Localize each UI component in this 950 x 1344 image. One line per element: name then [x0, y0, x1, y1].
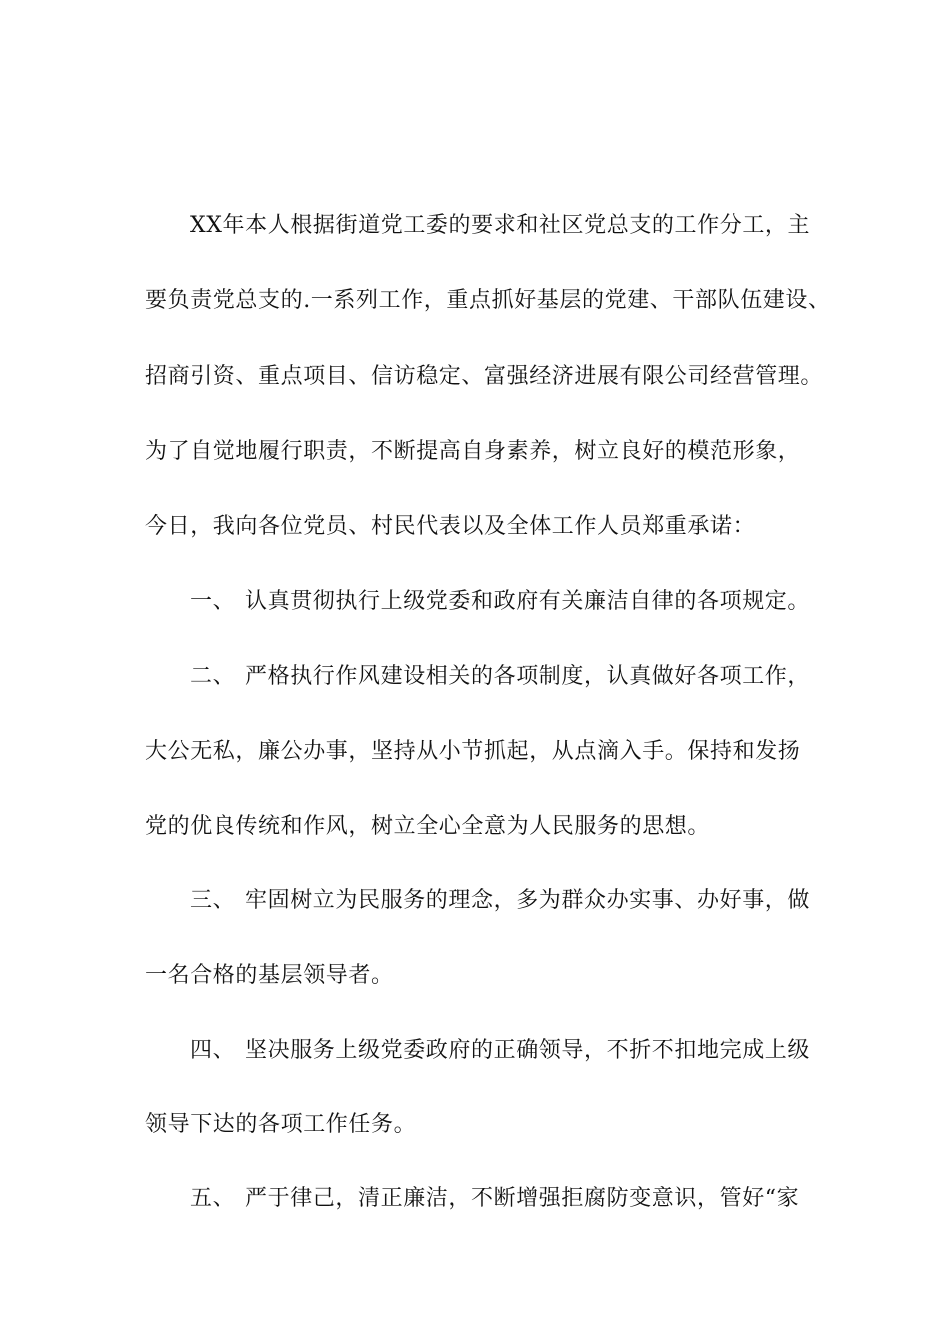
list-item-3: [190, 886, 890, 916]
item-text: 牢固树立为民服务的理念，多为群众办实事、办好事，做: [245, 888, 811, 913]
item-3-continuation-1: 一名合格的基层领导者。: [145, 963, 394, 988]
item-number: 五、: [190, 1186, 236, 1211]
list-item-4: [190, 1036, 890, 1066]
item-2-continuation-1: 大公无私，廉公办事，坚持从小节抓起，从点滴入手。保持和发扬: [145, 739, 801, 764]
list-item-1: [190, 587, 890, 617]
intro-line-1: XX年本人根据街道党工委的要求和社区党总支的工作分工，主: [190, 213, 811, 238]
item-text: 严于律己，清正廉洁，不断增强拒腐防变意识，管好“家: [245, 1186, 800, 1211]
item-text: 严格执行作风建设相关的各项制度，认真做好各项工作，: [245, 664, 811, 689]
item-number: 三、: [190, 888, 236, 913]
intro-line-3: 招商引资、重点项目、信访稳定、富强经济进展有限公司经营管理。: [145, 364, 824, 389]
intro-line-2: 要负责党总支的.一系列工作，重点抓好基层的党建、干部队伍建设、: [145, 288, 831, 313]
list-item-5: [190, 1184, 890, 1214]
list-item-2: [190, 662, 890, 692]
intro-line-5: 今日，我向各位党员、村民代表以及全体工作人员郑重承诺：: [145, 514, 756, 539]
item-number: 一、: [190, 589, 236, 614]
item-number: 四、: [190, 1038, 236, 1063]
item-text: 坚决服务上级党委政府的正确领导，不折不扣地完成上级: [245, 1038, 811, 1063]
item-number: 二、: [190, 664, 236, 689]
item-text: 认真贯彻执行上级党委和政府有关廉洁自律的各项规定。: [245, 589, 811, 614]
item-4-continuation-1: 领导下达的各项工作任务。: [145, 1112, 417, 1137]
item-2-continuation-2: 党的优良传统和作风，树立全心全意为人民服务的思想。: [145, 814, 711, 839]
intro-line-4: 为了自觉地履行职责，不断提高自身素养，树立良好的模范形象，: [145, 439, 801, 464]
